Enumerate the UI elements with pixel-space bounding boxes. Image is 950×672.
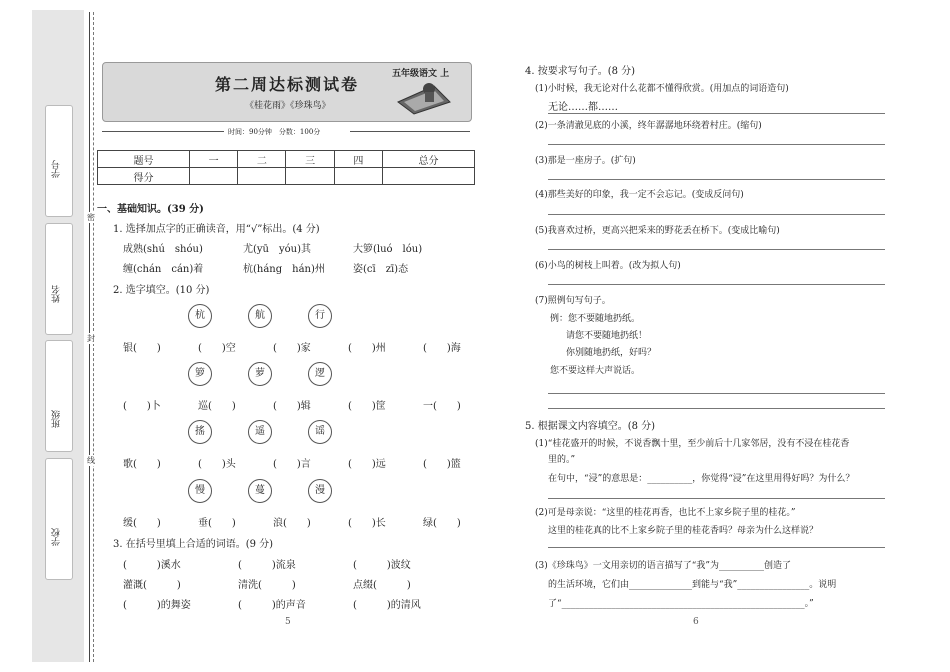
passage-text: (3)《珍珠鸟》一文用亲切的语言描写了“我”为__________创造了 [535, 561, 791, 571]
char-circle: 漫 [308, 479, 332, 503]
fill-blank[interactable]: ( )卜 [123, 401, 161, 412]
answer-line[interactable] [548, 214, 885, 215]
question-title: 4. 按要求写句子。(8 分) [525, 66, 636, 77]
char-circle: 蔓 [248, 479, 272, 503]
score-header-cell: 一 [190, 151, 238, 168]
char-circle: 航 [248, 304, 272, 328]
sentence-hint: 无论……都…… [548, 102, 618, 113]
sentence-prompt: (2)一条清澈见底的小溪，终年潺潺地环绕着村庄。(缩句) [535, 121, 762, 131]
fill-blank[interactable]: ( )辑 [273, 401, 311, 412]
tablet-illustration-icon [394, 80, 452, 116]
question-title: 1. 选择加点字的正确读音，用“√”标出。(4 分) [113, 224, 320, 235]
pinyin-item[interactable]: 姿(cī zī)态 [353, 264, 409, 275]
question-title: 5. 根据课文内容填空。(8 分) [525, 421, 656, 432]
example-sentence: 例：您不要随地扔纸。 [550, 314, 641, 324]
rule-right [350, 131, 470, 132]
pinyin-item[interactable]: 杭(háng hán)州 [243, 264, 325, 275]
sentence-prompt: (5)我喜欢过桥，更高兴把采来的野花丢在桥下。(变成比喻句) [535, 226, 780, 236]
fill-blank[interactable]: ( )长 [348, 518, 386, 529]
fill-blank[interactable]: 一( ) [423, 401, 461, 412]
word-blank[interactable]: 灌溉( ) [123, 580, 181, 591]
word-blank[interactable]: ( )溪水 [123, 560, 181, 571]
school-label: 学校 [52, 528, 62, 546]
char-circle: 逻 [308, 362, 332, 386]
char-circle: 箩 [188, 362, 212, 386]
fill-blank[interactable]: 巡( ) [198, 401, 236, 412]
score-table [97, 150, 475, 185]
fill-blank[interactable]: ( )海 [423, 343, 461, 354]
example-sentence: 请您不要随地扔纸！ [566, 331, 648, 341]
score-cell[interactable] [334, 168, 382, 185]
word-blank[interactable]: ( )的声音 [238, 600, 306, 611]
passage-text: 了“______________________________________________________。” [548, 599, 814, 609]
fill-blank[interactable]: ( )空 [198, 343, 236, 354]
fill-blank[interactable]: ( )言 [273, 459, 311, 470]
score-cell[interactable] [190, 168, 238, 185]
sentence-prompt: 您不要这样大声说话。 [550, 366, 641, 376]
answer-line[interactable] [548, 498, 885, 499]
pinyin-item[interactable]: 缠(chán cán)着 [123, 264, 204, 275]
class-box [45, 340, 73, 452]
score-cell[interactable] [238, 168, 286, 185]
passage-text: 里的。” [548, 455, 576, 465]
score-header-cell: 四 [334, 151, 382, 168]
score-header-cell: 二 [238, 151, 286, 168]
fill-blank[interactable]: 缓( ) [123, 518, 161, 529]
char-circle: 谣 [308, 420, 332, 444]
passage-text: (2)可是母亲说：“这里的桂花再香，也比不上家乡院子里的桂花。” [535, 508, 796, 518]
page-number-right: 6 [693, 617, 699, 627]
passage-text: (1)“桂花盛开的时候，不说香飘十里，至少前后十几家邻居，没有不浸在桂花香 [535, 439, 850, 449]
answer-line[interactable] [548, 113, 885, 114]
fill-blank[interactable]: ( )远 [348, 459, 386, 470]
rule-left [102, 131, 224, 132]
char-circle: 慢 [188, 479, 212, 503]
passage-text: 的生活环境，它们由______________到能与“我”________________。说明 [548, 580, 837, 590]
question-title: 2. 选字填空。(10 分) [113, 285, 210, 296]
cut-mark-2: 封 [87, 334, 95, 343]
word-blank[interactable]: 清洗( ) [238, 580, 296, 591]
school-box [45, 458, 73, 580]
sentence-prompt: (1)小时候，我无论对什么花都不懂得欣赏。(用加点的词语造句) [535, 84, 789, 94]
word-blank[interactable]: ( )流泉 [238, 560, 296, 571]
word-blank[interactable]: ( )的清风 [353, 600, 421, 611]
sentence-prompt: (7)照例句写句子。 [535, 296, 611, 306]
question-title: 3. 在括号里填上合适的词语。(9 分) [113, 539, 274, 550]
page-subtitle: 《桂花雨》《珍珠鸟》 [245, 101, 331, 111]
score-row-label: 得分 [98, 168, 190, 185]
student-id-label: 学号 [52, 160, 62, 178]
pinyin-item[interactable]: 大箩(luó lóu) [353, 244, 423, 255]
char-circle: 杭 [188, 304, 212, 328]
fill-blank[interactable]: 浪( ) [273, 518, 311, 529]
grade-label: 五年级语文 上 [392, 69, 450, 79]
page-title: 第二周达标测试卷 [215, 75, 360, 94]
sentence-prompt: (4)那些美好的印象，我一定不会忘记。(变成反问句) [535, 190, 744, 200]
passage-question: 在句中，“浸”的意思是：__________，你觉得“浸”在这里用得好吗？为什么？ [548, 474, 855, 484]
fill-blank[interactable]: ( )州 [348, 343, 386, 354]
section-title: 一、基础知识。(39 分) [97, 204, 204, 215]
page-number-left: 5 [285, 617, 291, 627]
score-header-cell: 题号 [98, 151, 190, 168]
fill-blank[interactable]: ( )家 [273, 343, 311, 354]
sentence-prompt: (3)那是一座房子。(扩句) [535, 156, 636, 166]
answer-line[interactable] [548, 408, 885, 409]
name-label: 姓名 [52, 285, 62, 303]
fill-blank[interactable]: ( )篮 [423, 459, 461, 470]
answer-line[interactable] [548, 284, 885, 285]
answer-line[interactable] [548, 179, 885, 180]
fill-blank[interactable]: 绿( ) [423, 518, 461, 529]
fill-blank[interactable]: 银( ) [123, 343, 161, 354]
time-score-info: 时间：90分钟 分数：100分 [228, 128, 321, 136]
char-circle: 遥 [248, 420, 272, 444]
name-box [45, 223, 73, 335]
sentence-prompt: (6)小鸟的树枝上叫着。(改为拟人句) [535, 261, 681, 271]
char-circle: 萝 [248, 362, 272, 386]
score-header-cell: 三 [286, 151, 334, 168]
cut-mark-3: 线 [87, 456, 95, 465]
answer-line[interactable] [548, 144, 885, 145]
word-blank[interactable]: ( )的舞姿 [123, 600, 191, 611]
fill-blank[interactable]: ( )头 [198, 459, 236, 470]
fill-blank[interactable]: 垂( ) [198, 518, 236, 529]
pinyin-item[interactable]: 尤(yū yóu)其 [243, 244, 312, 255]
passage-question: 这里的桂花真的比不上家乡院子里的桂花香吗？母亲为什么这样说？ [548, 526, 819, 536]
cut-mark-1: 密 [87, 213, 95, 222]
fill-blank[interactable]: ( )筐 [348, 401, 386, 412]
char-circle: 行 [308, 304, 332, 328]
class-label: 班级 [52, 410, 62, 428]
score-cell[interactable] [382, 168, 474, 185]
pinyin-item[interactable]: 成熟(shú shóu) [123, 244, 203, 255]
score-header-cell: 总分 [382, 151, 474, 168]
word-blank[interactable]: ( )波纹 [353, 560, 411, 571]
example-sentence: 你别随地扔纸，好吗？ [566, 348, 657, 358]
answer-line[interactable] [548, 249, 885, 250]
word-blank[interactable]: 点缀( ) [353, 580, 411, 591]
score-cell[interactable] [286, 168, 334, 185]
answer-line[interactable] [548, 547, 885, 548]
fill-blank[interactable]: 歌( ) [123, 459, 161, 470]
char-circle: 搖 [188, 420, 212, 444]
answer-line[interactable] [548, 393, 885, 394]
